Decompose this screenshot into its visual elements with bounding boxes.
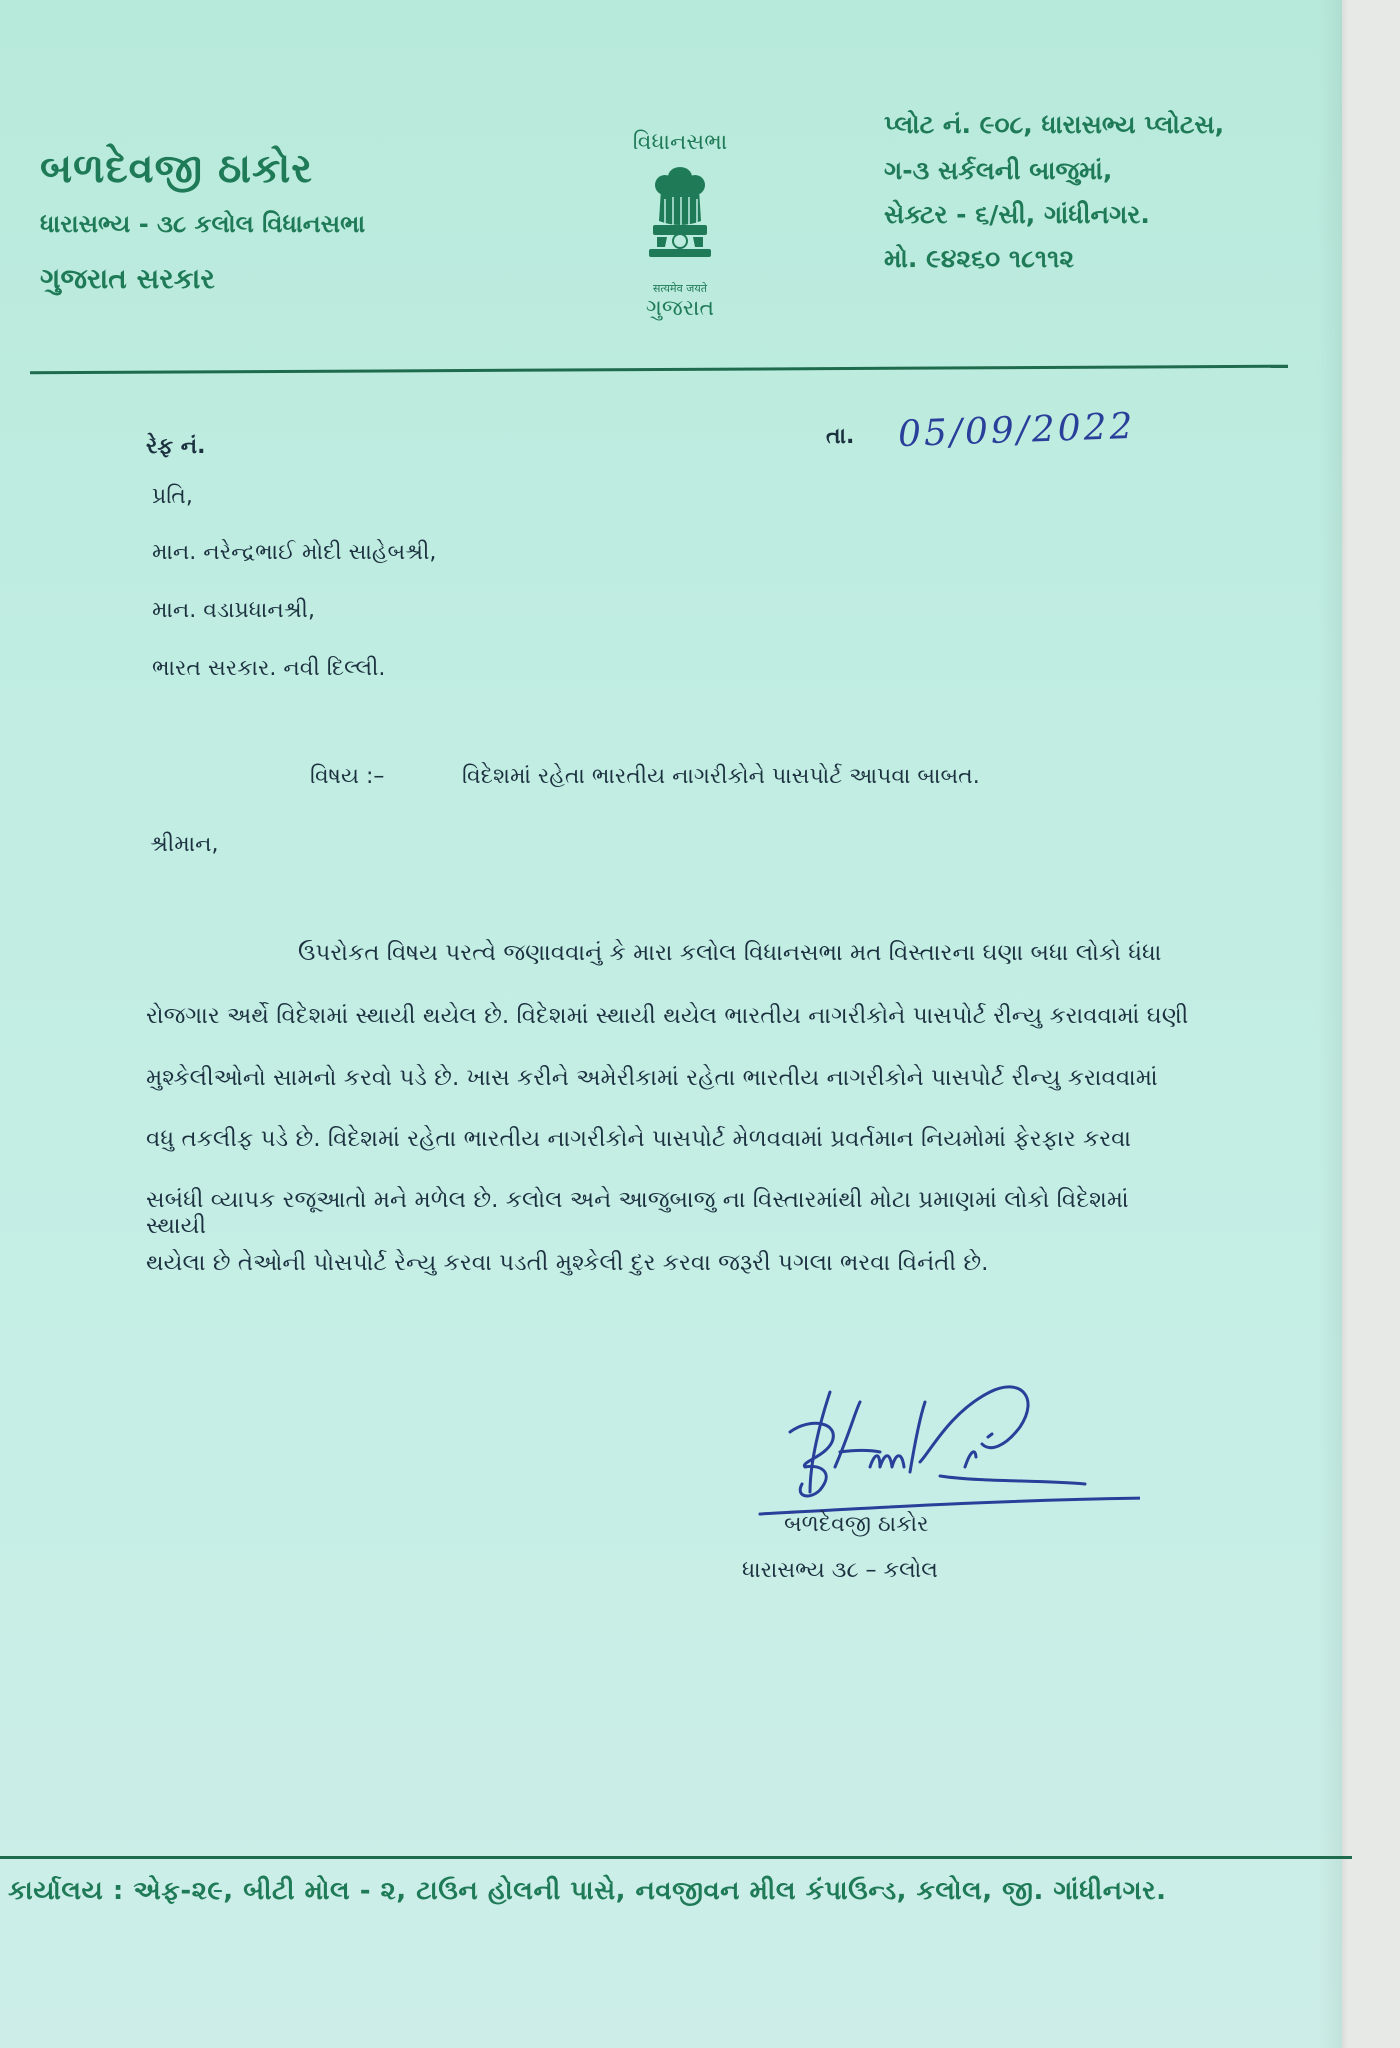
state-emblem xyxy=(610,130,750,330)
footer-rule xyxy=(0,1856,1352,1859)
lion-capital-icon xyxy=(635,159,725,279)
date-handwritten: 05/09/2022 xyxy=(897,405,1137,456)
subject-label: વિષય :– xyxy=(310,764,385,789)
emblem-top-label: વિધાનસભા xyxy=(632,130,728,155)
body-line-4: વધુ તકલીફ પડે છે. વિદેશમાં રહેતા ભારતીય નાગરીકોને પાસપોર્ટ મેળવવામાં પ્રવર્તમાન નિયમોમાં ફેરફાર કરવા xyxy=(146,1126,1132,1152)
subject-text: વિદેશમાં રહેતા ભારતીય નાગરીકોને પાસપોર્ટ આપવા બાબત. xyxy=(462,764,980,789)
date-label: તા. xyxy=(826,424,855,449)
body-line-1: ઉપરોકત વિષય પરત્વે જણાવવાનું કે મારા કલોલ વિધાનસભા મત વિસ્તારના ઘણા બધા લોકો ધંધા xyxy=(298,940,1162,966)
body-line-5: સબંધી વ્યાપક રજૂઆતો મને મળેલ છે. કલોલ અને આજુબાજુ ના વિસ્તારમાંથી મોટા પ્રમાણમાં લોકો વિદેશમાં સ્થાયી xyxy=(146,1187,1129,1239)
recipient-line-4: ભારત સરકાર. નવી દિલ્લી. xyxy=(152,656,386,681)
header-rule xyxy=(30,365,1288,375)
address-phone: મો. ૯૪૨૬૦ ૧૮૧૧૨ xyxy=(884,244,1075,273)
signatory-name: બળદેવજી ઠાકોર xyxy=(784,1512,929,1537)
letterhead-designation: ધારાસભ્ય - ૩૮ કલોલ વિધાનસભા xyxy=(40,210,366,238)
recipient-line-1: પ્રતિ, xyxy=(152,484,193,509)
recipient-line-2: માન. નરેન્દ્રભાઈ મોદી સાહેબશ્રી, xyxy=(152,540,437,565)
paper-edge-shadow xyxy=(1318,0,1348,2048)
signature xyxy=(720,1372,1140,1522)
footer-office-address: કાર્યાલય : એફ-૨૯, બીટી મોલ - ૨, ટાઉન હોલની પાસે, નવજીવન મીલ કંપાઉન્ડ, કલોલ, જી. ગાંધીનગર. xyxy=(8,1876,1167,1906)
address-line-2: ગ-૩ સર્કલની બાજુમાં, xyxy=(884,156,1113,185)
emblem-bottom-label: ગુજરાત xyxy=(645,296,715,321)
salutation: શ્રીમાન, xyxy=(150,832,219,857)
recipient-line-3: માન. વડાપ્રધાનશ્રી, xyxy=(152,598,315,623)
signatory-designation: ધારાસભ્ય ૩૮ – કલોલ xyxy=(742,1558,938,1583)
address-line-1: પ્લોટ નં. ૯૦૮, ધારાસભ્ય પ્લોટસ, xyxy=(884,110,1225,139)
address-line-3: સેક્ટર - ૬/સી, ગાંધીનગર. xyxy=(884,200,1150,229)
emblem-motto: सत्यमेव जयते xyxy=(652,282,707,295)
letterhead-government: ગુજરાત સરકાર xyxy=(40,262,215,295)
body-line-6: થયેલા છે તેઓની પોસપોર્ટ રેન્યુ કરવા પડતી મુશ્કેલી દુર કરવા જરૂરી પગલા ભરવા વિનંતી છે. xyxy=(146,1250,989,1276)
letterhead-name: બળદેવજી ઠાકોર xyxy=(40,146,313,192)
body-line-3: મુશ્કેલીઓનો સામનો કરવો પડે છે. ખાસ કરીને અમેરીકામાં રહેતા ભારતીય નાગરીકોને પાસપોર્ટ રીન્યુ કરાવવામાં xyxy=(146,1065,1158,1091)
ref-label: રેફ નં. xyxy=(146,434,206,459)
body-line-2: રોજગાર અર્થે વિદેશમાં સ્થાયી થયેલ છે. વિદેશમાં સ્થાયી થયેલ ભારતીય નાગરીકોને પાસપોર્ટ રીન્યુ કરાવવામાં ઘણી xyxy=(146,1003,1189,1029)
